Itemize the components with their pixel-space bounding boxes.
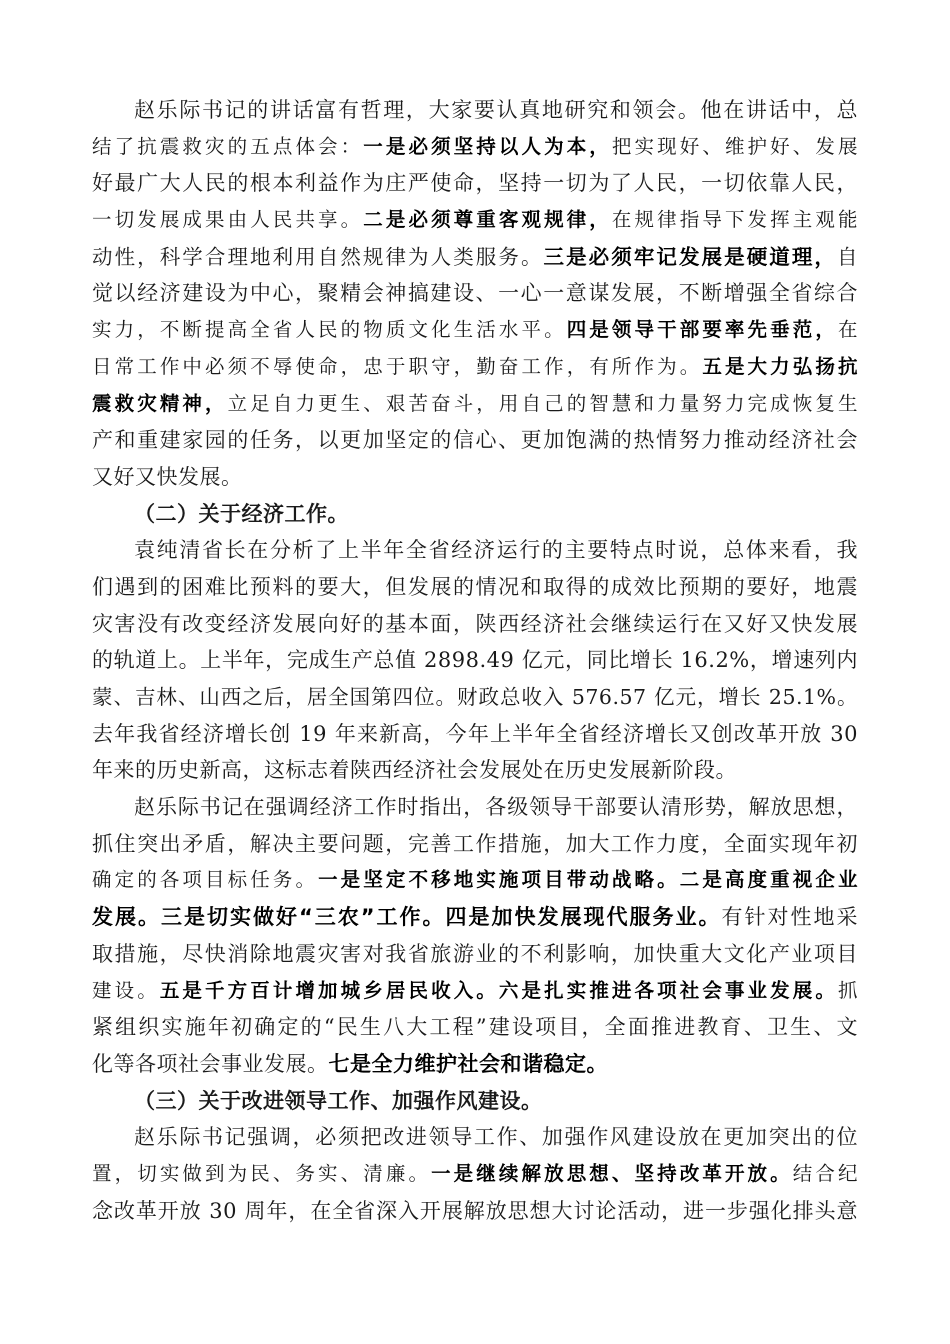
body-text: 们遇到的困难比预料的要大，但发展的情况和取得的成效比预期的要好，地震 — [92, 574, 858, 599]
body-text: 动性，科学合理地利用自然规律为人类服务。 — [92, 244, 544, 269]
text-line — [92, 202, 858, 239]
text-line — [92, 1119, 858, 1156]
body-paragraph — [92, 532, 858, 789]
section-heading: （二）关于经济工作。 — [134, 501, 349, 526]
body-text: 赵乐际书记的讲话富有哲理，大家要认真地研究和领会。他在讲话中，总 — [134, 98, 858, 122]
body-text: 日常工作中必须不辱使命，忠于职守，勤奋工作，有所作为。 — [92, 354, 703, 378]
body-text: 又好又快发展。 — [92, 464, 243, 489]
body-text: 结合纪 — [792, 1161, 858, 1185]
body-text: 结了抗震救灾的五点体会： — [92, 134, 364, 158]
bold-emphasis-text: 一是坚定不移地实施项目带动战略。二是高度重视企业 — [318, 868, 858, 892]
text-line — [92, 642, 858, 679]
text-line — [92, 349, 858, 386]
body-text: 年来的历史新高，这标志着陕西经济社会发展处在历史发展新阶段。 — [92, 758, 737, 783]
body-text: 自 — [837, 244, 858, 269]
bold-emphasis-text: 五是大力弘扬抗 — [702, 354, 858, 378]
body-text: 产和重建家园的任务，以更加坚定的信心、更加饱满的热情努力推动经济社会 — [92, 428, 858, 453]
bold-emphasis-text: 三是必须牢记发展是硬道理， — [543, 244, 837, 269]
body-text: 抓 — [837, 978, 858, 1002]
bold-emphasis-text: 四是领导干部要率先垂范， — [566, 318, 838, 342]
text-line — [92, 1046, 858, 1083]
bold-emphasis-text: 五是千方百计增加城乡居民收入。六是扎实推进各项社会事业发展。 — [159, 978, 838, 1002]
bold-emphasis-text: 二是必须尊重客观规律， — [363, 208, 612, 232]
text-line — [92, 165, 858, 202]
text-line — [92, 789, 858, 826]
body-text: 赵乐际书记在强调经济工作时指出，各级领导干部要认清形势，解放思想， — [134, 795, 858, 820]
section-heading: （三）关于改进领导工作、加强作风建设。 — [134, 1088, 543, 1113]
body-text: 好最广大人民的根本利益作为庄严使命，坚持一切为了人民，一切依靠人民， — [92, 171, 858, 196]
body-text: 灾害没有改变经济发展向好的基本面，陕西经济社会继续运行在又好又快发展 — [92, 611, 858, 636]
body-text: 实力，不断提高全省人民的物质文化生活水平。 — [92, 318, 567, 342]
text-line — [92, 936, 858, 973]
body-text: 有针对性地采 — [721, 905, 858, 930]
bold-emphasis-text: 发展。三是切实做好“三农”工作。四是加快发展现代服务业。 — [92, 905, 722, 930]
text-line — [92, 973, 858, 1010]
text-line — [92, 129, 858, 166]
body-text: 一切发展成果由人民共享。 — [92, 208, 364, 232]
body-text: 赵乐际书记强调，必须把改进领导工作、加强作风建设放在更加突出的位 — [134, 1125, 858, 1150]
text-line — [92, 386, 858, 423]
text-line — [92, 862, 858, 899]
body-text: 觉以经济建设为中心，聚精会神搞建设、一心一意谋发展，不断增强全省综合 — [92, 281, 858, 306]
text-line — [92, 239, 858, 276]
body-text: 蒙、吉林、山西之后，居全国第四位。财政总收入 576.57 亿元，增长 25.1%。 — [92, 685, 858, 709]
text-line — [92, 1193, 858, 1230]
body-paragraph — [92, 1119, 858, 1229]
text-line — [92, 679, 858, 716]
bold-emphasis-text: 一是必须坚持以人为本， — [363, 134, 612, 158]
body-text: 确定的各项目标任务。 — [92, 868, 319, 892]
text-line — [92, 606, 858, 643]
text-line — [92, 275, 858, 312]
bold-emphasis-text: 一是继续解放思想、坚持改革开放。 — [431, 1161, 793, 1185]
body-text: 袁纯清省长在分析了上半年全省经济运行的主要特点时说，总体来看，我 — [134, 538, 858, 563]
text-line — [92, 716, 858, 753]
text-line — [92, 532, 858, 569]
body-text: 化等各项社会事业发展。 — [92, 1051, 329, 1076]
text-line — [92, 899, 858, 936]
body-text: 立足自力更生、艰苦奋斗，用自己的智慧和力量努力完成恢复生 — [227, 391, 858, 415]
body-text: 紧组织实施年初确定的“民生八大工程”建设项目，全面推进教育、卫生、文 — [92, 1015, 858, 1040]
text-line — [92, 1156, 858, 1193]
document-page — [92, 92, 858, 1229]
text-line — [92, 826, 858, 863]
body-paragraph — [92, 789, 858, 1083]
bold-emphasis-text: 七是全力维护社会和谐稳定。 — [328, 1051, 608, 1076]
body-text: 的轨道上。上半年，完成生产总值 2898.49 亿元，同比增长 16.2%，增速列内 — [92, 648, 858, 673]
body-text: 在规律指导下发挥主观能 — [611, 208, 858, 232]
body-text: 把实现好、维护好、发展 — [611, 134, 858, 158]
text-line — [92, 422, 858, 459]
text-line — [92, 459, 858, 496]
text-line — [92, 312, 858, 349]
body-text: 去年我省经济增长创 19 年来新高，今年上半年全省经济增长又创改革开放 30 — [92, 721, 858, 746]
body-text: 抓住突出矛盾，解决主要问题，完善工作措施，加大工作力度，全面实现年初 — [92, 831, 858, 856]
text-line — [92, 92, 858, 129]
body-text: 建设。 — [92, 978, 160, 1002]
text-line — [92, 569, 858, 606]
body-text: 念改革开放 30 周年，在全省深入开展解放思想大讨论活动，进一步强化排头意 — [92, 1198, 858, 1223]
body-paragraph — [92, 92, 858, 496]
body-text: 取措施，尽快消除地震灾害对我省旅游业的不利影响，加快重大文化产业项目 — [92, 941, 858, 966]
bold-emphasis-text: 震救灾精神， — [92, 391, 228, 415]
body-text: 置，切实做到为民、务实、清廉。 — [92, 1161, 432, 1185]
text-line — [92, 752, 858, 789]
body-text: 在 — [837, 318, 858, 342]
text-line — [92, 1009, 858, 1046]
